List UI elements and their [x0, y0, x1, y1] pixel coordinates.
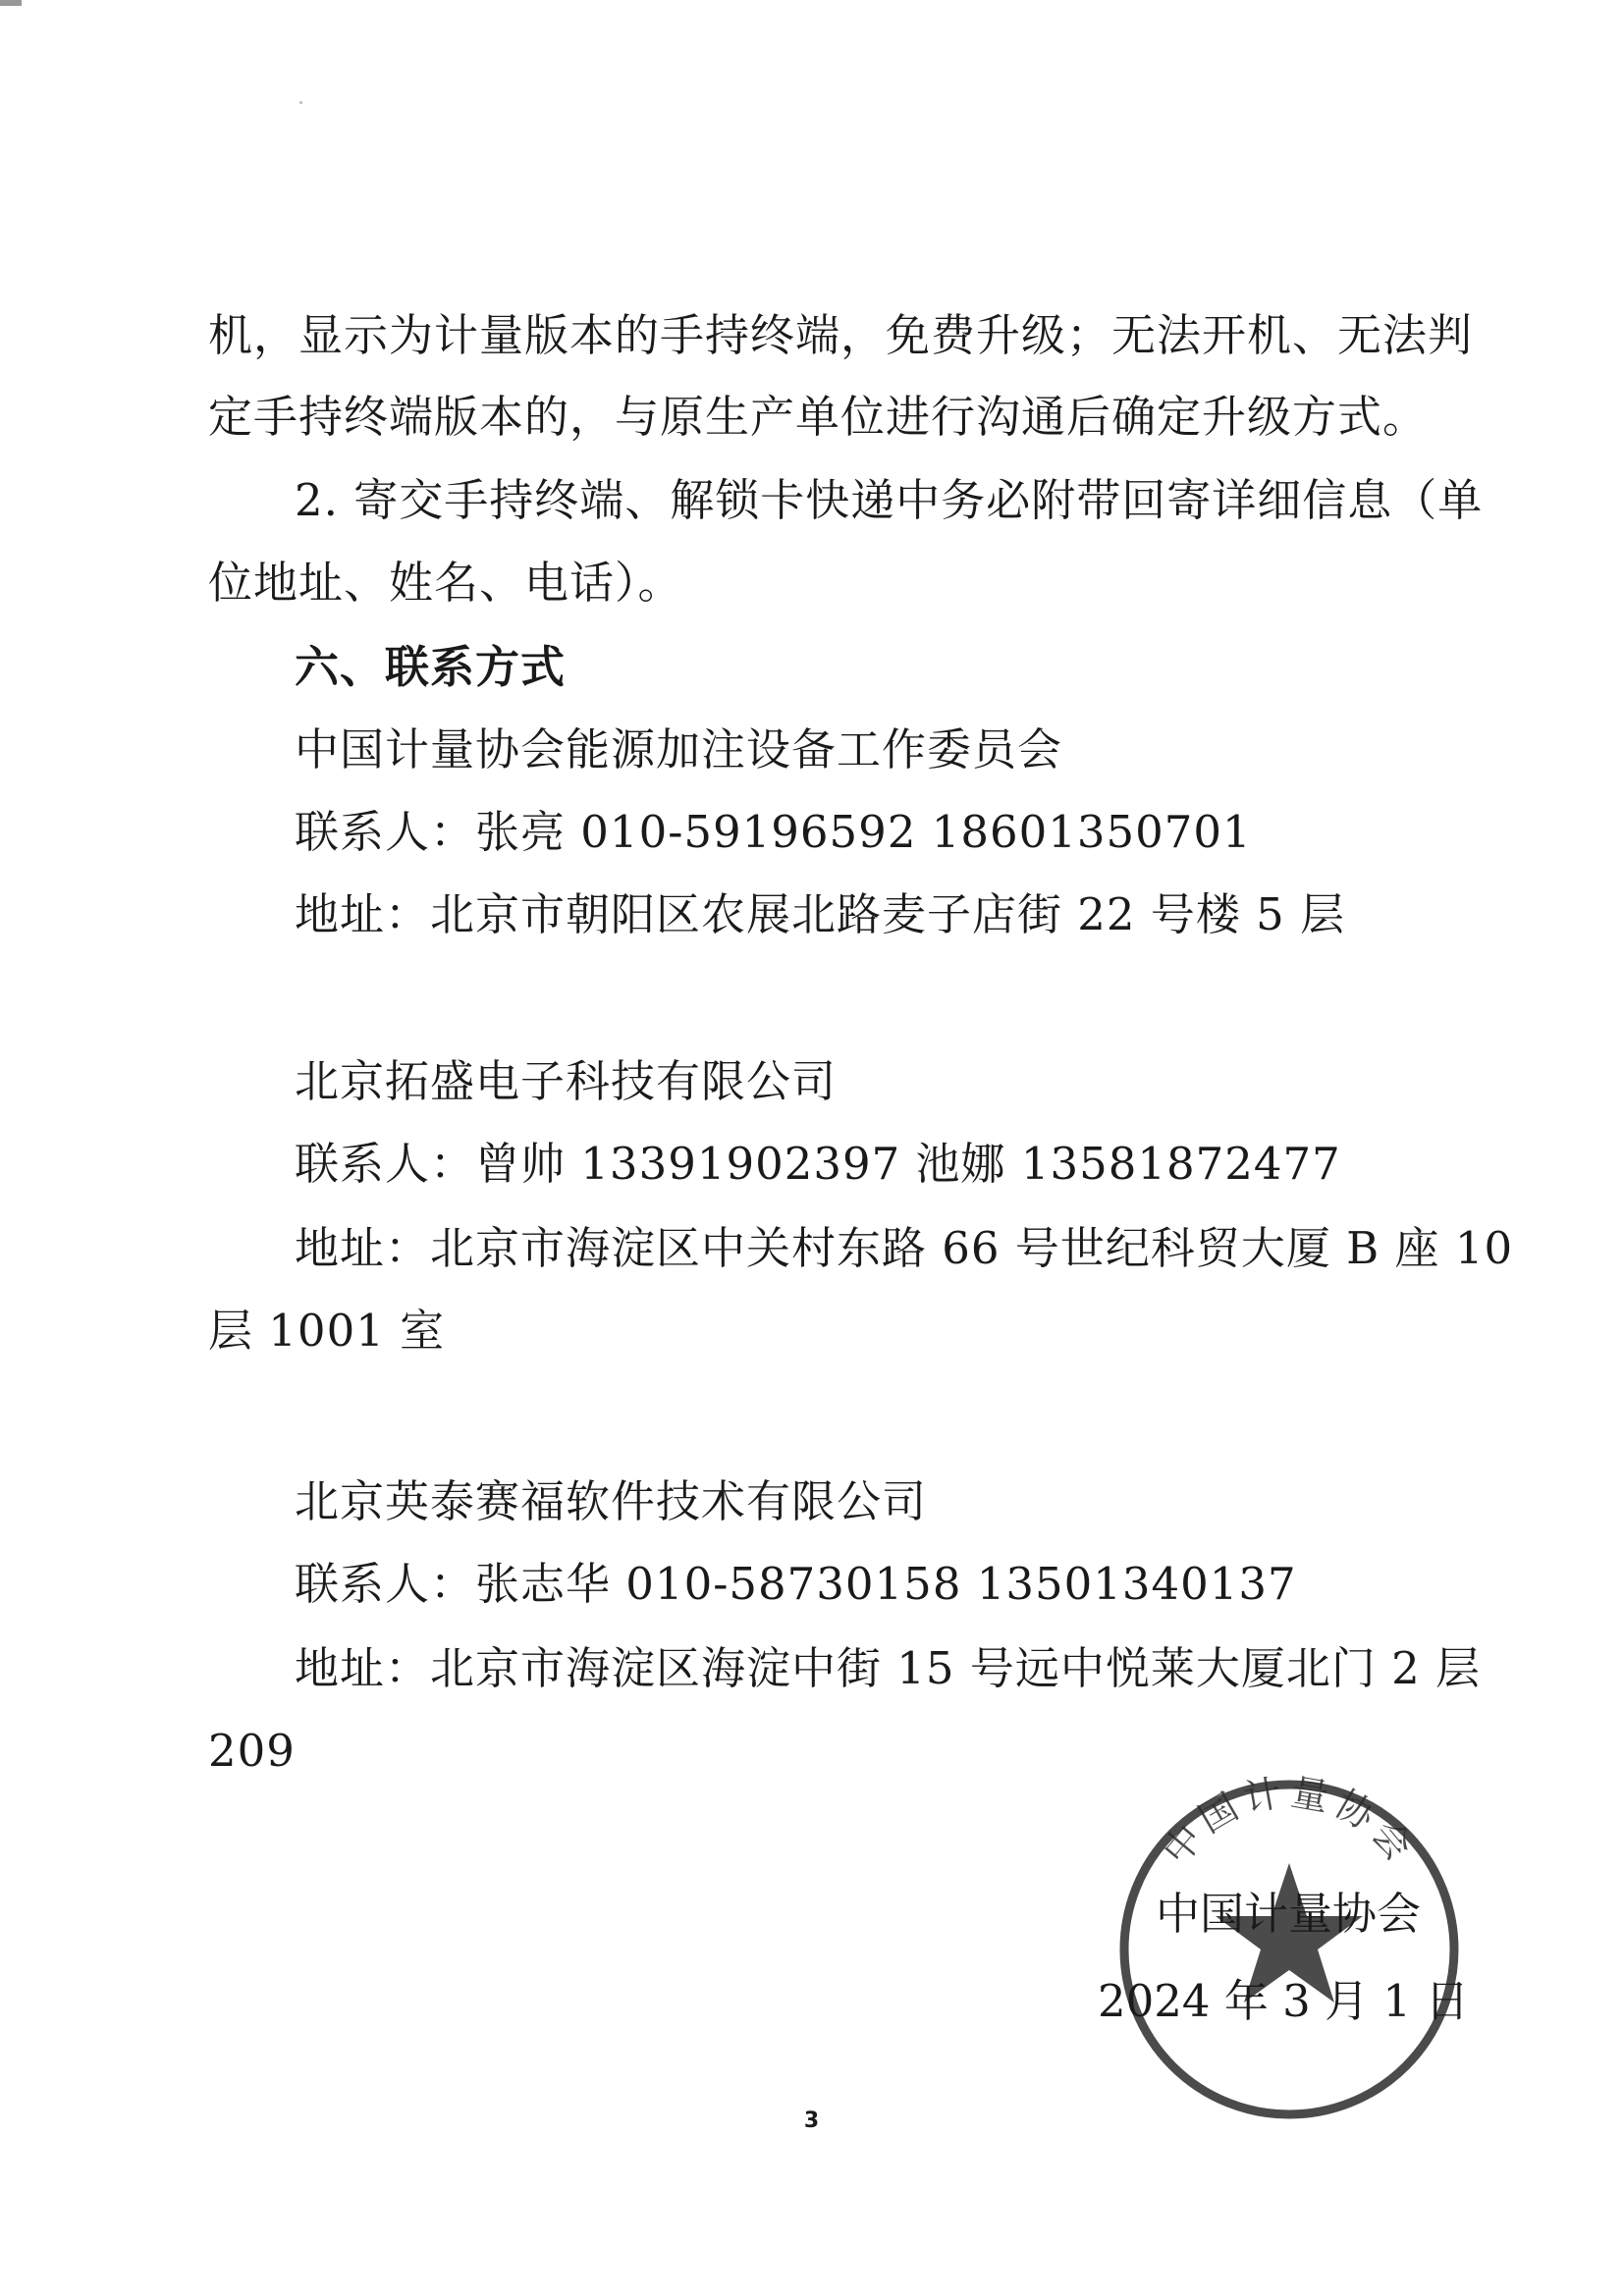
official-seal-stamp	[1112, 1773, 1466, 2126]
section-heading-contact: 六、联系方式	[295, 641, 567, 693]
contact-address-2-cont: 层 1001 室	[208, 1305, 446, 1357]
body-paragraph-line-3: 2. 寄交手持终端、解锁卡快递中务必附带回寄详细信息（单	[295, 474, 1484, 526]
signature-date: 2024 年 3 月 1 日	[1098, 1975, 1470, 2027]
seal-arc-text: 中国计量协会	[1154, 1773, 1425, 1873]
signer-organization: 中国计量协会	[1156, 1888, 1422, 1940]
contact-org-2: 北京拓盛电子科技有限公司	[295, 1055, 838, 1107]
contact-address-3: 地址：北京市海淀区海淀中街 15 号远中悦莱大厦北门 2 层	[295, 1642, 1482, 1694]
scan-speck	[299, 101, 302, 104]
page-number: 3	[803, 2109, 820, 2133]
contact-person-3: 联系人：张志华 010-58730158 13501340137	[295, 1558, 1297, 1610]
contact-address-1: 地址：北京市朝阳区农展北路麦子店街 22 号楼 5 层	[295, 888, 1346, 940]
scan-artifact-mark	[0, 0, 22, 6]
contact-person-1: 联系人：张亮 010-59196592 18601350701	[295, 806, 1252, 858]
body-paragraph-line-1: 机，显示为计量版本的手持终端，免费升级；无法开机、无法判	[208, 309, 1474, 361]
body-paragraph-line-2: 定手持终端版本的，与原生产单位进行沟通后确定升级方式。	[208, 391, 1429, 443]
contact-address-3-cont: 209	[208, 1725, 296, 1777]
contact-org-3: 北京英泰赛福软件技术有限公司	[295, 1475, 928, 1527]
contact-org-1: 中国计量协会能源加注设备工作委员会	[295, 723, 1063, 775]
contact-person-2: 联系人：曾帅 13391902397 池娜 13581872477	[295, 1138, 1341, 1190]
contact-address-2: 地址：北京市海淀区中关村东路 66 号世纪科贸大厦 B 座 10	[295, 1222, 1514, 1274]
body-paragraph-line-4: 位地址、姓名、电话）。	[208, 557, 683, 609]
